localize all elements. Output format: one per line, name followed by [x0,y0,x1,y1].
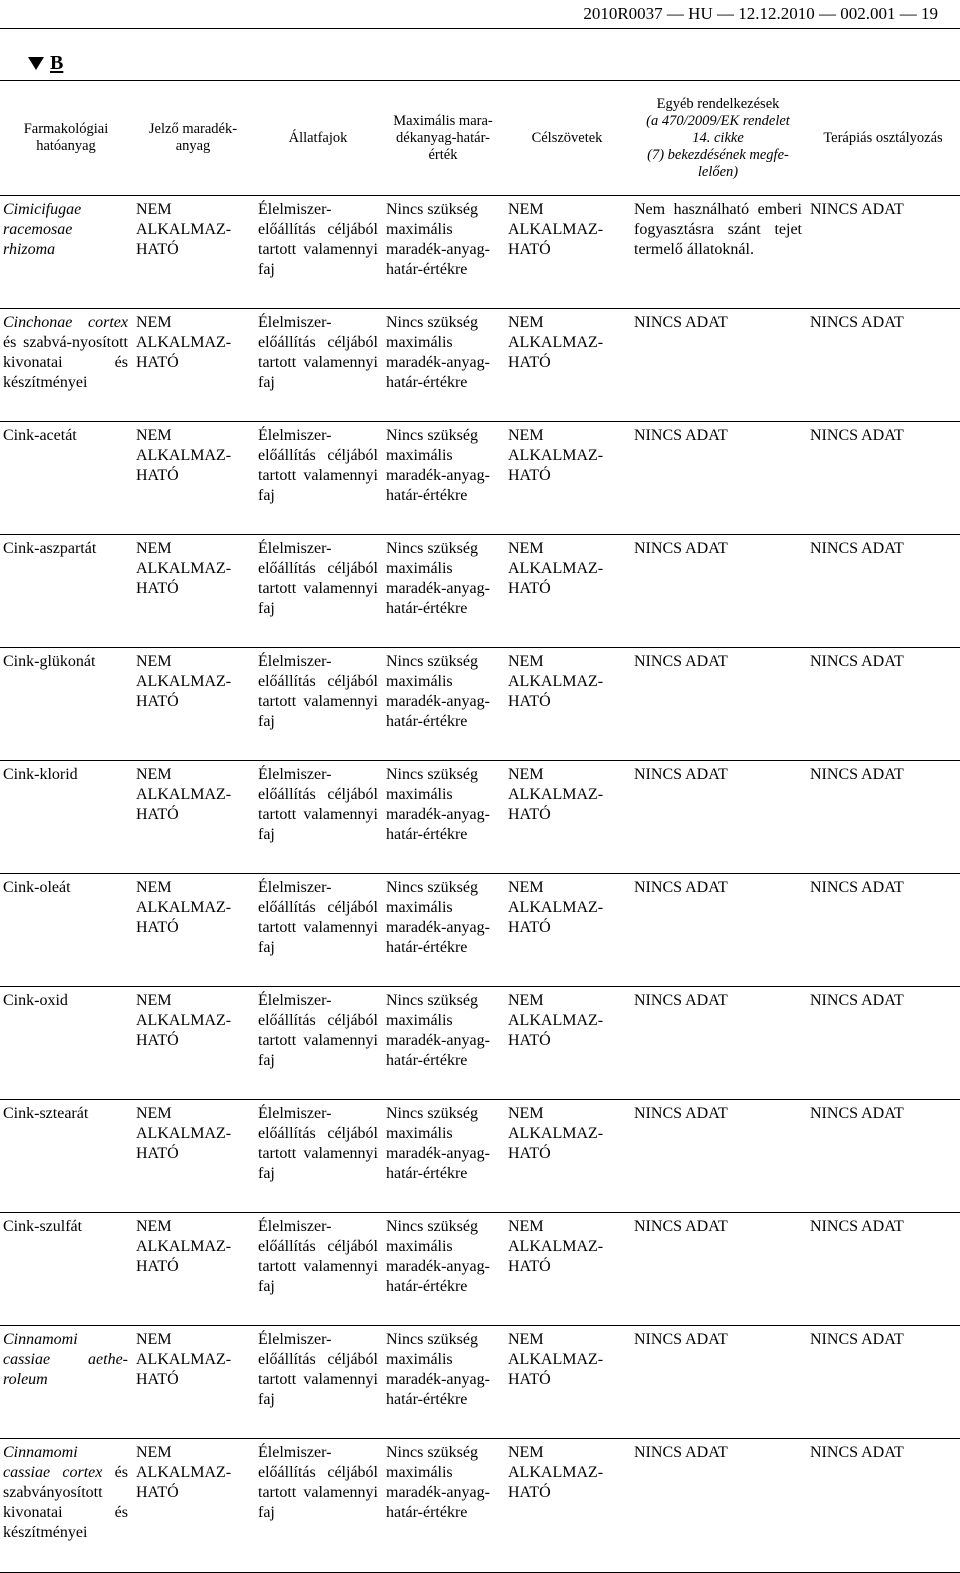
substance-cell [0,648,132,761]
therapeutic-class-cell: NINCS ADAT [810,1105,904,1122]
substance-latin: Cinchonae cortex [3,314,128,331]
target-tissue-cell: NEM ALKALMAZ-HATÓ [508,766,604,823]
target-tissue-cell: NEM ALKALMAZ-HATÓ [508,653,604,710]
target-tissue-cell: NEM ALKALMAZ-HATÓ [508,540,604,597]
therapeutic-class-cell: NINCS ADAT [810,1331,904,1348]
target-tissue-cell: NEM ALKALMAZ-HATÓ [508,201,604,258]
col-header-substance: Farmakológiai hatóanyag [23,121,109,154]
mrl-cell: Nincs szükség maximális maradék-anyag-határ-értékre [386,1444,490,1521]
substance-cell [0,1439,132,1573]
table-row [0,196,960,309]
substance-name: Cink-glükonát [3,653,96,670]
marker-residue-cell: NEM ALKALMAZ-HATÓ [136,1331,232,1388]
col-header-other-ref-2: 14. cikke [692,129,744,146]
therapeutic-class-cell: NINCS ADAT [810,1218,904,1235]
triangle-down-icon [28,57,44,70]
therapeutic-class-cell: NINCS ADAT [810,653,904,670]
therapeutic-class-cell: NINCS ADAT [810,314,904,331]
table-row [0,535,960,648]
species-cell: Élelmiszer-előállítás céljából tartott valamennyi faj [258,992,378,1069]
mrl-cell: Nincs szükség maximális maradék-anyag-határ-értékre [386,653,490,730]
substance-name: Cink-oleát [3,879,71,896]
col-header-other-provisions [630,81,806,196]
substance-name: Cink-klorid [3,766,78,783]
marker-residue-cell: NEM ALKALMAZ-HATÓ [136,1105,232,1162]
substance-name: Cink-oxid [3,992,68,1009]
other-provisions-cell: NINCS ADAT [634,879,728,896]
therapeutic-class-cell: NINCS ADAT [810,992,904,1009]
substance-name: Cink-szulfát [3,1218,83,1235]
species-cell: Élelmiszer-előállítás céljából tartott valamennyi faj [258,653,378,730]
species-cell: Élelmiszer-előállítás céljából tartott valamennyi faj [258,427,378,504]
other-provisions-cell: NINCS ADAT [634,653,728,670]
marker-residue-cell: NEM ALKALMAZ-HATÓ [136,1444,232,1501]
col-header-other-ref-3: (7) bekezdésének megfe- [647,146,789,163]
species-cell: Élelmiszer-előállítás céljából tartott valamennyi faj [258,540,378,617]
col-header-tissue: Célszövetek [531,129,603,146]
other-provisions-cell: NINCS ADAT [634,540,728,557]
therapeutic-class-cell: NINCS ADAT [810,540,904,557]
substance-cell [0,1213,132,1326]
therapeutic-class-cell: NINCS ADAT [810,766,904,783]
therapeutic-class-cell: NINCS ADAT [810,1444,904,1461]
document-reference: 2010R0037 — HU — 12.12.2010 — 002.001 — 19 [583,4,938,23]
substance-cell [0,987,132,1100]
substance-latin: Cinnamomi cassiae aethe-roleum [3,1331,128,1388]
substance-name: és szabványosított kivonatai és készítményei [3,1464,128,1541]
target-tissue-cell: NEM ALKALMAZ-HATÓ [508,314,604,371]
table-row [0,1439,960,1573]
substance-name: Cink-aszpartát [3,540,97,557]
other-provisions-cell: NINCS ADAT [634,314,728,331]
amendment-marker-label: B [50,52,64,74]
other-provisions-cell: Nem használható emberi fogyasztásra szánt tejet termelő állatoknál. [634,201,802,258]
table-row [0,1100,960,1213]
mrl-cell: Nincs szükség maximális maradék-anyag-határ-értékre [386,1218,490,1295]
marker-residue-cell: NEM ALKALMAZ-HATÓ [136,314,232,371]
substance-cell [0,422,132,535]
substance-cell [0,1326,132,1439]
species-cell: Élelmiszer-előállítás céljából tartott valamennyi faj [258,201,378,278]
target-tissue-cell: NEM ALKALMAZ-HATÓ [508,879,604,936]
target-tissue-cell: NEM ALKALMAZ-HATÓ [508,1105,604,1162]
substance-cell [0,761,132,874]
col-header-other-ref-1: (a 470/2009/EK rendelet [646,112,790,129]
table-row [0,1213,960,1326]
document-header-bar [0,0,960,29]
marker-residue-cell: NEM ALKALMAZ-HATÓ [136,879,232,936]
substance-cell [0,1100,132,1213]
other-provisions-cell: NINCS ADAT [634,427,728,444]
species-cell: Élelmiszer-előállítás céljából tartott valamennyi faj [258,314,378,391]
col-header-other-title: Egyéb rendelkezések [656,95,780,112]
substance-cell [0,196,132,309]
mrl-cell: Nincs szükség maximális maradék-anyag-határ-értékre [386,314,490,391]
other-provisions-cell: NINCS ADAT [634,1218,728,1235]
col-header-other-ref-4: lelően) [697,163,739,180]
target-tissue-cell: NEM ALKALMAZ-HATÓ [508,1444,604,1501]
col-header-mrl: Maximális mara-dékanyag-határ-érték [393,112,493,163]
target-tissue-cell: NEM ALKALMAZ-HATÓ [508,1218,604,1275]
marker-residue-cell: NEM ALKALMAZ-HATÓ [136,1218,232,1275]
table-row [0,761,960,874]
substance-cell [0,309,132,422]
therapeutic-class-cell: NINCS ADAT [810,201,904,218]
species-cell: Élelmiszer-előállítás céljából tartott valamennyi faj [258,766,378,843]
species-cell: Élelmiszer-előállítás céljából tartott valamennyi faj [258,1105,378,1182]
other-provisions-cell: NINCS ADAT [634,992,728,1009]
table-row [0,874,960,987]
species-cell: Élelmiszer-előállítás céljából tartott valamennyi faj [258,1218,378,1295]
substance-cell [0,874,132,987]
other-provisions-cell: NINCS ADAT [634,766,728,783]
species-cell: Élelmiszer-előállítás céljából tartott valamennyi faj [258,1331,378,1408]
table-row [0,1326,960,1439]
substance-latin: Cinnamomi cassiae cortex [3,1444,103,1481]
table-row [0,648,960,761]
marker-residue-cell: NEM ALKALMAZ-HATÓ [136,201,232,258]
therapeutic-class-cell: NINCS ADAT [810,879,904,896]
other-provisions-cell: NINCS ADAT [634,1331,728,1348]
marker-residue-cell: NEM ALKALMAZ-HATÓ [136,653,232,710]
species-cell: Élelmiszer-előállítás céljából tartott valamennyi faj [258,1444,378,1521]
marker-residue-cell: NEM ALKALMAZ-HATÓ [136,540,232,597]
target-tissue-cell: NEM ALKALMAZ-HATÓ [508,1331,604,1388]
therapeutic-class-cell: NINCS ADAT [810,427,904,444]
mrl-cell: Nincs szükség maximális maradék-anyag-határ-értékre [386,992,490,1069]
species-cell: Élelmiszer-előállítás céljából tartott valamennyi faj [258,879,378,956]
mrl-table [0,80,960,1573]
amendment-marker [28,52,63,75]
substance-cell [0,535,132,648]
target-tissue-cell: NEM ALKALMAZ-HATÓ [508,992,604,1049]
table-row [0,422,960,535]
substance-name: Cink-acetát [3,427,77,444]
marker-residue-cell: NEM ALKALMAZ-HATÓ [136,427,232,484]
table-row [0,987,960,1100]
col-header-marker: Jelző maradék-anyag [148,121,238,154]
table-header-row [0,81,960,196]
substance-latin: Cimicifugae racemosae rhizoma [3,201,82,258]
marker-residue-cell: NEM ALKALMAZ-HATÓ [136,992,232,1049]
other-provisions-cell: NINCS ADAT [634,1105,728,1122]
col-header-species: Állatfajok [288,129,348,146]
substance-name: és szabvá-nyosított kivonatai és készítményei [3,334,128,391]
mrl-cell: Nincs szükség maximális maradék-anyag-határ-értékre [386,1331,490,1408]
col-header-therapeutic: Terápiás osztályozás [823,129,943,146]
target-tissue-cell: NEM ALKALMAZ-HATÓ [508,427,604,484]
mrl-cell: Nincs szükség maximális maradék-anyag-határ-értékre [386,1105,490,1182]
mrl-cell: Nincs szükség maximális maradék-anyag-határ-értékre [386,879,490,956]
marker-residue-cell: NEM ALKALMAZ-HATÓ [136,766,232,823]
mrl-cell: Nincs szükség maximális maradék-anyag-határ-értékre [386,540,490,617]
substance-name: Cink-sztearát [3,1105,89,1122]
table-row [0,309,960,422]
mrl-cell: Nincs szükség maximális maradék-anyag-határ-értékre [386,766,490,843]
mrl-cell: Nincs szükség maximális maradék-anyag-határ-értékre [386,427,490,504]
mrl-cell: Nincs szükség maximális maradék-anyag-határ-értékre [386,201,490,278]
other-provisions-cell: NINCS ADAT [634,1444,728,1461]
